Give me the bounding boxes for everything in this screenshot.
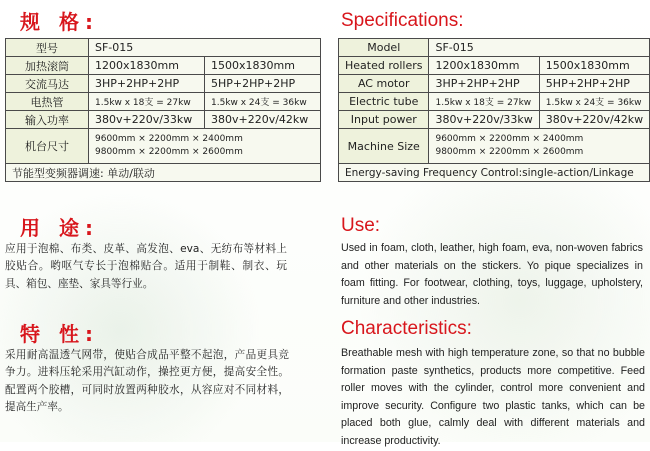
row-label: 交流马达: [6, 75, 89, 93]
characteristics-text-cn: 采用耐高温透气网带，使贴合成品平整不起泡，产品更具竞争力。进料压轮采用汽缸动作，操控更方便，提高安全性。配置两个胶槽，可同时放置两种胶水，从容应对不同材料，提高生产率。: [5, 349, 289, 414]
use-title-cn: 用 途:: [20, 216, 99, 240]
row-label: 型号: [6, 39, 89, 57]
spec-table-en: [338, 38, 650, 182]
row-value: SF-015: [429, 39, 650, 57]
row-label: 输入功率: [6, 111, 89, 129]
footer-note: Energy-saving Frequency Control:single-action/Linkage: [339, 164, 650, 182]
row-value: 3HP+2HP+2HP: [89, 75, 205, 93]
table-row: [6, 129, 321, 164]
row-value: 1500x1830mm: [539, 57, 649, 75]
characteristics-title-en: Characteristics:: [341, 318, 472, 339]
row-label: Electric tube: [339, 93, 429, 111]
characteristics-title-cn: 特 性:: [20, 322, 99, 346]
row-label: Model: [339, 39, 429, 57]
row-label: Input power: [339, 111, 429, 129]
table-row: [6, 164, 321, 182]
row-label: 加热滚筒: [6, 57, 89, 75]
spec-title-cn: 规 格:: [20, 10, 99, 34]
table-row: [6, 93, 321, 111]
row-label: Heated rollers: [339, 57, 429, 75]
row-value: 380v+220v/33kw: [429, 111, 539, 129]
size-line: 9600mm × 2200mm × 2400mm: [435, 134, 584, 144]
table-row: [6, 111, 321, 129]
use-text-en: Used in foam, cloth, leather, high foam, eva, non-woven fabrics and other materials on the stickers. Yo pique specializes in foam fitting. For footwear, clothing, toys, luggage, upholstery, furniture and other industries.: [341, 242, 643, 307]
table-row: [339, 129, 650, 164]
table-row: [339, 57, 650, 75]
size-line: 9800mm × 2200mm × 2600mm: [95, 147, 243, 157]
table-row: [6, 75, 321, 93]
row-value: 1.5kw x 18支 = 27kw: [89, 93, 205, 111]
size-line: 9800mm × 2200mm × 2600mm: [435, 147, 584, 157]
row-label: Machine Size: [339, 129, 429, 164]
table-row: [339, 75, 650, 93]
row-value: 380v+220v/42kw: [539, 111, 649, 129]
characteristics-text-en: Breathable mesh with high temperature zone, so that no bubble formation paste synthetics, products more competitive. Feed roller moves with the cylinder, control more convenient and improve security. Configure two plastic tanks, which can be placed both glue, calmly deal with different materials and increase productivity.: [341, 347, 645, 447]
row-label: AC motor: [339, 75, 429, 93]
row-value: 3HP+2HP+2HP: [429, 75, 539, 93]
row-value: 5HP+2HP+2HP: [205, 75, 321, 93]
row-value: 1200x1830mm: [89, 57, 205, 75]
use-title-en: Use:: [341, 215, 381, 236]
row-label: 机台尺寸: [6, 129, 89, 164]
row-value: [429, 129, 650, 164]
table-row: [339, 111, 650, 129]
table-row: [339, 164, 650, 182]
row-value: 380v+220v/42kw: [205, 111, 321, 129]
row-value: 380v+220v/33kw: [89, 111, 205, 129]
size-line: 9600mm × 2200mm × 2400mm: [95, 134, 243, 144]
row-label: 电热管: [6, 93, 89, 111]
row-value: 5HP+2HP+2HP: [539, 75, 649, 93]
row-value: 1200x1830mm: [429, 57, 539, 75]
spec-table-cn: [5, 38, 321, 182]
table-row: [6, 39, 321, 57]
table-row: [339, 39, 650, 57]
table-row: [339, 93, 650, 111]
row-value: 1500x1830mm: [205, 57, 321, 75]
row-value: SF-015: [89, 39, 321, 57]
spec-title-en: Specifications:: [341, 10, 464, 31]
row-value: 1.5kw x 18支 = 27kw: [429, 93, 539, 111]
table-row: [6, 57, 321, 75]
row-value: 1.5kw x 24支 = 36kw: [205, 93, 321, 111]
row-value: [89, 129, 321, 164]
row-value: 1.5kw x 24支 = 36kw: [539, 93, 649, 111]
use-text-cn: 应用于泡棉、布类、皮革、高发泡、eva、无纺布等材料上胶贴合。哟呕气专长于泡棉贴合。适用于制鞋、制衣、玩具、箱包、座垫、家具等行业。: [5, 243, 287, 290]
footer-note: 节能型变频器调速: 单动/联动: [6, 164, 321, 182]
